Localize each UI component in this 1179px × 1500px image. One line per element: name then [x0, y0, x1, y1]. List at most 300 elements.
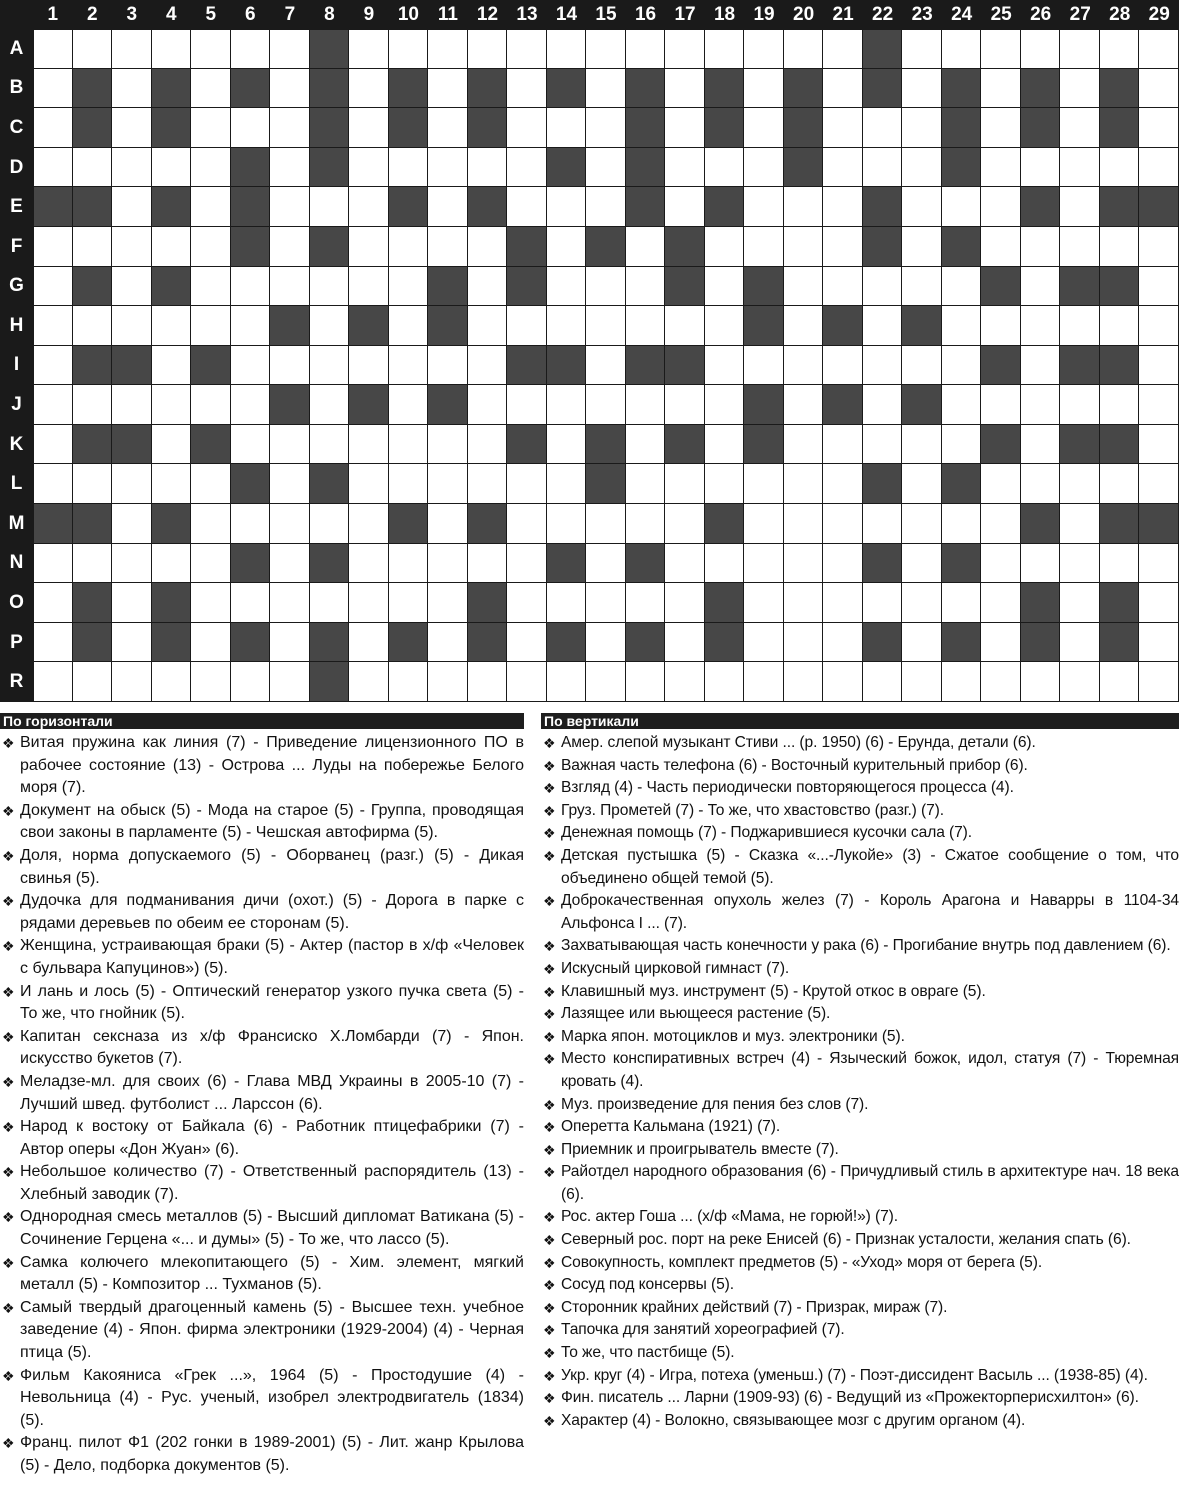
grid-cell[interactable] — [1139, 29, 1179, 69]
grid-cell[interactable] — [270, 227, 310, 267]
grid-cell[interactable] — [507, 464, 547, 504]
grid-cell[interactable] — [863, 662, 903, 702]
grid-cell[interactable] — [1100, 464, 1140, 504]
grid-cell[interactable] — [231, 29, 271, 69]
grid-cell[interactable] — [73, 227, 113, 267]
grid-cell[interactable] — [507, 623, 547, 663]
grid-cell[interactable] — [349, 504, 389, 544]
grid-cell[interactable] — [1060, 544, 1100, 584]
grid-cell[interactable] — [863, 346, 903, 386]
grid-cell[interactable] — [507, 108, 547, 148]
grid-cell[interactable] — [705, 662, 745, 702]
grid-cell[interactable] — [981, 583, 1021, 623]
grid-cell[interactable] — [902, 544, 942, 584]
grid-cell[interactable] — [744, 346, 784, 386]
grid-cell[interactable] — [389, 385, 429, 425]
grid-cell[interactable] — [389, 29, 429, 69]
grid-cell[interactable] — [626, 583, 666, 623]
grid-cell[interactable] — [349, 187, 389, 227]
grid-cell[interactable] — [468, 385, 508, 425]
grid-cell[interactable] — [705, 544, 745, 584]
grid-cell[interactable] — [112, 108, 152, 148]
grid-cell[interactable] — [349, 583, 389, 623]
grid-cell[interactable] — [744, 623, 784, 663]
grid-cell[interactable] — [705, 346, 745, 386]
grid-cell[interactable] — [744, 464, 784, 504]
grid-cell[interactable] — [33, 69, 73, 109]
grid-cell[interactable] — [428, 504, 468, 544]
grid-cell[interactable] — [152, 227, 192, 267]
grid-cell[interactable] — [705, 306, 745, 346]
grid-cell[interactable] — [152, 464, 192, 504]
grid-cell[interactable] — [1060, 464, 1100, 504]
grid-cell[interactable] — [270, 108, 310, 148]
grid-cell[interactable] — [705, 29, 745, 69]
grid-cell[interactable] — [1139, 623, 1179, 663]
grid-cell[interactable] — [981, 306, 1021, 346]
grid-cell[interactable] — [191, 69, 231, 109]
grid-cell[interactable] — [586, 187, 626, 227]
grid-cell[interactable] — [349, 464, 389, 504]
grid-cell[interactable] — [191, 583, 231, 623]
grid-cell[interactable] — [112, 544, 152, 584]
grid-cell[interactable] — [231, 385, 271, 425]
grid-cell[interactable] — [626, 385, 666, 425]
grid-cell[interactable] — [586, 583, 626, 623]
grid-cell[interactable] — [1100, 148, 1140, 188]
grid-cell[interactable] — [586, 69, 626, 109]
grid-cell[interactable] — [270, 623, 310, 663]
grid-cell[interactable] — [191, 108, 231, 148]
grid-cell[interactable] — [744, 583, 784, 623]
grid-cell[interactable] — [1060, 227, 1100, 267]
grid-cell[interactable] — [784, 504, 824, 544]
grid-cell[interactable] — [626, 267, 666, 307]
grid-cell[interactable] — [270, 504, 310, 544]
grid-cell[interactable] — [112, 267, 152, 307]
grid-cell[interactable] — [981, 227, 1021, 267]
grid-cell[interactable] — [547, 306, 587, 346]
grid-cell[interactable] — [705, 425, 745, 465]
grid-cell[interactable] — [942, 267, 982, 307]
grid-cell[interactable] — [1060, 385, 1100, 425]
grid-cell[interactable] — [823, 227, 863, 267]
grid-cell[interactable] — [152, 662, 192, 702]
grid-cell[interactable] — [902, 425, 942, 465]
grid-cell[interactable] — [547, 385, 587, 425]
grid-cell[interactable] — [1100, 662, 1140, 702]
grid-cell[interactable] — [665, 148, 705, 188]
grid-cell[interactable] — [310, 306, 350, 346]
grid-cell[interactable] — [1021, 227, 1061, 267]
grid-cell[interactable] — [1139, 306, 1179, 346]
grid-cell[interactable] — [823, 425, 863, 465]
grid-cell[interactable] — [468, 544, 508, 584]
grid-cell[interactable] — [507, 29, 547, 69]
grid-cell[interactable] — [823, 108, 863, 148]
grid-cell[interactable] — [705, 267, 745, 307]
grid-cell[interactable] — [349, 544, 389, 584]
grid-cell[interactable] — [547, 227, 587, 267]
grid-cell[interactable] — [981, 29, 1021, 69]
grid-cell[interactable] — [1139, 662, 1179, 702]
grid-cell[interactable] — [231, 267, 271, 307]
grid-cell[interactable] — [863, 385, 903, 425]
grid-cell[interactable] — [823, 187, 863, 227]
grid-cell[interactable] — [1100, 385, 1140, 425]
grid-cell[interactable] — [33, 425, 73, 465]
grid-cell[interactable] — [152, 29, 192, 69]
grid-cell[interactable] — [902, 623, 942, 663]
grid-cell[interactable] — [33, 544, 73, 584]
grid-cell[interactable] — [784, 306, 824, 346]
grid-cell[interactable] — [389, 464, 429, 504]
grid-cell[interactable] — [1060, 306, 1100, 346]
grid-cell[interactable] — [1139, 464, 1179, 504]
grid-cell[interactable] — [428, 227, 468, 267]
grid-cell[interactable] — [665, 623, 705, 663]
grid-cell[interactable] — [191, 227, 231, 267]
grid-cell[interactable] — [942, 662, 982, 702]
grid-cell[interactable] — [784, 385, 824, 425]
grid-cell[interactable] — [112, 504, 152, 544]
grid-cell[interactable] — [586, 662, 626, 702]
grid-cell[interactable] — [270, 29, 310, 69]
grid-cell[interactable] — [1021, 267, 1061, 307]
grid-cell[interactable] — [586, 623, 626, 663]
grid-cell[interactable] — [191, 385, 231, 425]
grid-cell[interactable] — [507, 187, 547, 227]
grid-cell[interactable] — [547, 108, 587, 148]
grid-cell[interactable] — [468, 662, 508, 702]
grid-cell[interactable] — [1060, 29, 1100, 69]
grid-cell[interactable] — [981, 187, 1021, 227]
grid-cell[interactable] — [1139, 108, 1179, 148]
grid-cell[interactable] — [389, 425, 429, 465]
grid-cell[interactable] — [310, 504, 350, 544]
grid-cell[interactable] — [981, 108, 1021, 148]
grid-cell[interactable] — [428, 29, 468, 69]
grid-cell[interactable] — [1139, 385, 1179, 425]
grid-cell[interactable] — [784, 623, 824, 663]
grid-cell[interactable] — [902, 504, 942, 544]
grid-cell[interactable] — [1139, 148, 1179, 188]
grid-cell[interactable] — [547, 425, 587, 465]
grid-cell[interactable] — [1060, 69, 1100, 109]
grid-cell[interactable] — [152, 544, 192, 584]
grid-cell[interactable] — [428, 108, 468, 148]
grid-cell[interactable] — [191, 464, 231, 504]
grid-cell[interactable] — [152, 425, 192, 465]
grid-cell[interactable] — [191, 306, 231, 346]
grid-cell[interactable] — [33, 108, 73, 148]
grid-cell[interactable] — [1139, 227, 1179, 267]
grid-cell[interactable] — [1100, 227, 1140, 267]
grid-cell[interactable] — [744, 187, 784, 227]
grid-cell[interactable] — [191, 623, 231, 663]
grid-cell[interactable] — [744, 544, 784, 584]
grid-cell[interactable] — [705, 464, 745, 504]
grid-cell[interactable] — [191, 662, 231, 702]
grid-cell[interactable] — [428, 623, 468, 663]
grid-cell[interactable] — [73, 464, 113, 504]
grid-cell[interactable] — [191, 187, 231, 227]
grid-cell[interactable] — [112, 306, 152, 346]
grid-cell[interactable] — [33, 306, 73, 346]
grid-cell[interactable] — [784, 544, 824, 584]
grid-cell[interactable] — [586, 148, 626, 188]
grid-cell[interactable] — [784, 583, 824, 623]
grid-cell[interactable] — [586, 385, 626, 425]
grid-cell[interactable] — [507, 148, 547, 188]
grid-cell[interactable] — [468, 306, 508, 346]
grid-cell[interactable] — [1060, 108, 1100, 148]
grid-cell[interactable] — [270, 464, 310, 504]
grid-cell[interactable] — [586, 504, 626, 544]
grid-cell[interactable] — [1139, 544, 1179, 584]
grid-cell[interactable] — [152, 306, 192, 346]
grid-cell[interactable] — [823, 29, 863, 69]
grid-cell[interactable] — [981, 504, 1021, 544]
grid-cell[interactable] — [1139, 267, 1179, 307]
grid-cell[interactable] — [744, 148, 784, 188]
grid-cell[interactable] — [823, 148, 863, 188]
grid-cell[interactable] — [942, 425, 982, 465]
grid-cell[interactable] — [270, 346, 310, 386]
grid-cell[interactable] — [823, 69, 863, 109]
grid-cell[interactable] — [349, 267, 389, 307]
grid-cell[interactable] — [152, 148, 192, 188]
grid-cell[interactable] — [784, 187, 824, 227]
grid-cell[interactable] — [863, 306, 903, 346]
grid-cell[interactable] — [705, 148, 745, 188]
grid-cell[interactable] — [468, 29, 508, 69]
grid-cell[interactable] — [73, 148, 113, 188]
grid-cell[interactable] — [586, 544, 626, 584]
grid-cell[interactable] — [428, 425, 468, 465]
grid-cell[interactable] — [902, 464, 942, 504]
grid-cell[interactable] — [981, 385, 1021, 425]
grid-cell[interactable] — [428, 148, 468, 188]
grid-cell[interactable] — [152, 385, 192, 425]
grid-cell[interactable] — [468, 148, 508, 188]
grid-cell[interactable] — [1139, 346, 1179, 386]
grid-cell[interactable] — [270, 544, 310, 584]
grid-cell[interactable] — [270, 583, 310, 623]
grid-cell[interactable] — [902, 29, 942, 69]
grid-cell[interactable] — [191, 267, 231, 307]
grid-cell[interactable] — [705, 227, 745, 267]
grid-cell[interactable] — [586, 29, 626, 69]
grid-cell[interactable] — [902, 267, 942, 307]
grid-cell[interactable] — [547, 504, 587, 544]
grid-cell[interactable] — [744, 662, 784, 702]
grid-cell[interactable] — [902, 108, 942, 148]
grid-cell[interactable] — [191, 148, 231, 188]
grid-cell[interactable] — [468, 267, 508, 307]
grid-cell[interactable] — [863, 425, 903, 465]
grid-cell[interactable] — [823, 267, 863, 307]
grid-cell[interactable] — [586, 306, 626, 346]
grid-cell[interactable] — [665, 583, 705, 623]
grid-cell[interactable] — [981, 662, 1021, 702]
grid-cell[interactable] — [428, 583, 468, 623]
grid-cell[interactable] — [270, 187, 310, 227]
grid-cell[interactable] — [428, 69, 468, 109]
grid-cell[interactable] — [665, 108, 705, 148]
grid-cell[interactable] — [547, 464, 587, 504]
grid-cell[interactable] — [468, 425, 508, 465]
grid-cell[interactable] — [981, 623, 1021, 663]
grid-cell[interactable] — [626, 464, 666, 504]
grid-cell[interactable] — [507, 504, 547, 544]
grid-cell[interactable] — [863, 108, 903, 148]
grid-cell[interactable] — [1021, 29, 1061, 69]
grid-cell[interactable] — [112, 623, 152, 663]
grid-cell[interactable] — [626, 504, 666, 544]
grid-cell[interactable] — [981, 69, 1021, 109]
grid-cell[interactable] — [823, 346, 863, 386]
grid-cell[interactable] — [33, 346, 73, 386]
grid-cell[interactable] — [349, 662, 389, 702]
grid-cell[interactable] — [1060, 583, 1100, 623]
grid-cell[interactable] — [349, 346, 389, 386]
grid-cell[interactable] — [112, 662, 152, 702]
grid-cell[interactable] — [73, 662, 113, 702]
grid-cell[interactable] — [73, 385, 113, 425]
grid-cell[interactable] — [349, 227, 389, 267]
grid-cell[interactable] — [33, 227, 73, 267]
grid-cell[interactable] — [1139, 69, 1179, 109]
grid-cell[interactable] — [902, 69, 942, 109]
grid-cell[interactable] — [33, 29, 73, 69]
grid-cell[interactable] — [112, 29, 152, 69]
grid-cell[interactable] — [1021, 464, 1061, 504]
grid-cell[interactable] — [270, 69, 310, 109]
grid-cell[interactable] — [231, 306, 271, 346]
grid-cell[interactable] — [389, 662, 429, 702]
grid-cell[interactable] — [547, 29, 587, 69]
grid-cell[interactable] — [349, 623, 389, 663]
grid-cell[interactable] — [1139, 425, 1179, 465]
grid-cell[interactable] — [784, 346, 824, 386]
grid-cell[interactable] — [1139, 583, 1179, 623]
grid-cell[interactable] — [863, 583, 903, 623]
grid-cell[interactable] — [507, 69, 547, 109]
grid-cell[interactable] — [784, 662, 824, 702]
grid-cell[interactable] — [428, 187, 468, 227]
grid-cell[interactable] — [112, 148, 152, 188]
grid-cell[interactable] — [112, 385, 152, 425]
grid-cell[interactable] — [33, 583, 73, 623]
grid-cell[interactable] — [586, 108, 626, 148]
grid-cell[interactable] — [389, 148, 429, 188]
grid-cell[interactable] — [1021, 544, 1061, 584]
grid-cell[interactable] — [665, 187, 705, 227]
grid-cell[interactable] — [231, 504, 271, 544]
grid-cell[interactable] — [1060, 504, 1100, 544]
grid-cell[interactable] — [586, 267, 626, 307]
grid-cell[interactable] — [349, 148, 389, 188]
grid-cell[interactable] — [744, 504, 784, 544]
grid-cell[interactable] — [191, 504, 231, 544]
grid-cell[interactable] — [863, 267, 903, 307]
grid-cell[interactable] — [349, 425, 389, 465]
grid-cell[interactable] — [507, 385, 547, 425]
grid-cell[interactable] — [823, 504, 863, 544]
grid-cell[interactable] — [270, 662, 310, 702]
grid-cell[interactable] — [1060, 662, 1100, 702]
grid-cell[interactable] — [705, 385, 745, 425]
grid-cell[interactable] — [507, 662, 547, 702]
grid-cell[interactable] — [586, 346, 626, 386]
grid-cell[interactable] — [665, 69, 705, 109]
grid-cell[interactable] — [33, 148, 73, 188]
grid-cell[interactable] — [112, 464, 152, 504]
grid-cell[interactable] — [1021, 385, 1061, 425]
grid-cell[interactable] — [389, 346, 429, 386]
grid-cell[interactable] — [981, 544, 1021, 584]
grid-cell[interactable] — [902, 583, 942, 623]
grid-cell[interactable] — [823, 464, 863, 504]
grid-cell[interactable] — [231, 662, 271, 702]
grid-cell[interactable] — [349, 69, 389, 109]
grid-cell[interactable] — [468, 346, 508, 386]
grid-cell[interactable] — [270, 267, 310, 307]
grid-cell[interactable] — [547, 267, 587, 307]
grid-cell[interactable] — [231, 108, 271, 148]
grid-cell[interactable] — [665, 306, 705, 346]
grid-cell[interactable] — [33, 464, 73, 504]
grid-cell[interactable] — [389, 544, 429, 584]
grid-cell[interactable] — [310, 425, 350, 465]
grid-cell[interactable] — [823, 583, 863, 623]
grid-cell[interactable] — [507, 544, 547, 584]
grid-cell[interactable] — [507, 306, 547, 346]
grid-cell[interactable] — [902, 227, 942, 267]
grid-cell[interactable] — [33, 662, 73, 702]
grid-cell[interactable] — [863, 504, 903, 544]
grid-cell[interactable] — [942, 346, 982, 386]
grid-cell[interactable] — [547, 662, 587, 702]
grid-cell[interactable] — [73, 29, 113, 69]
grid-cell[interactable] — [626, 662, 666, 702]
grid-cell[interactable] — [507, 583, 547, 623]
grid-cell[interactable] — [389, 306, 429, 346]
grid-cell[interactable] — [73, 306, 113, 346]
grid-cell[interactable] — [744, 69, 784, 109]
grid-cell[interactable] — [270, 148, 310, 188]
grid-cell[interactable] — [389, 267, 429, 307]
grid-cell[interactable] — [310, 583, 350, 623]
grid-cell[interactable] — [112, 583, 152, 623]
grid-cell[interactable] — [1060, 148, 1100, 188]
grid-cell[interactable] — [823, 662, 863, 702]
grid-cell[interactable] — [784, 464, 824, 504]
grid-cell[interactable] — [665, 662, 705, 702]
grid-cell[interactable] — [626, 227, 666, 267]
grid-cell[interactable] — [626, 425, 666, 465]
grid-cell[interactable] — [665, 544, 705, 584]
grid-cell[interactable] — [389, 227, 429, 267]
grid-cell[interactable] — [942, 504, 982, 544]
grid-cell[interactable] — [428, 346, 468, 386]
grid-cell[interactable] — [902, 187, 942, 227]
grid-cell[interactable] — [942, 29, 982, 69]
grid-cell[interactable] — [784, 29, 824, 69]
grid-cell[interactable] — [665, 504, 705, 544]
grid-cell[interactable] — [1060, 623, 1100, 663]
